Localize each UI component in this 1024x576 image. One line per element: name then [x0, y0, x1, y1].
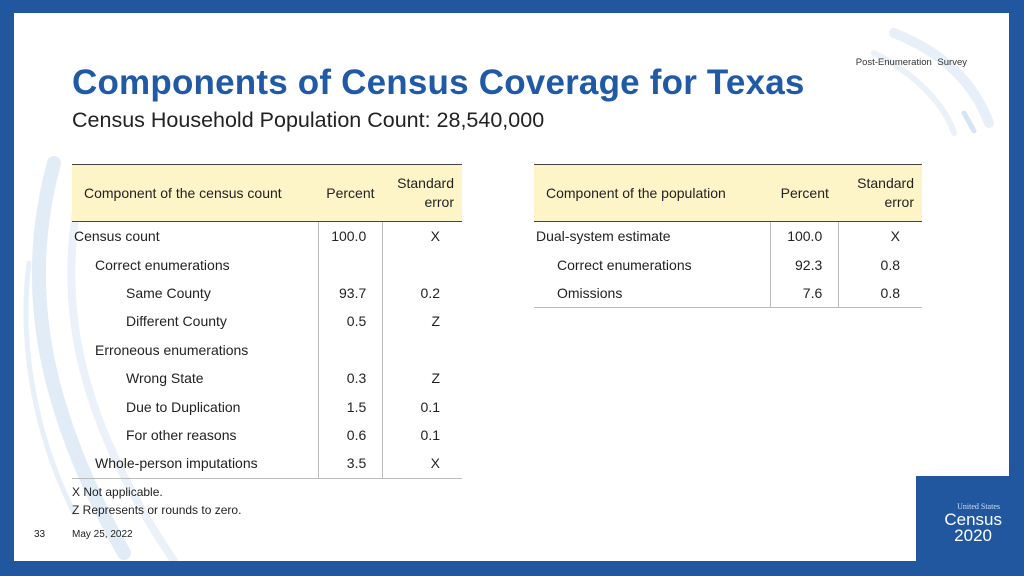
- table-row: [72, 336, 462, 364]
- page-title: Components of Census Coverage for Texas: [72, 63, 805, 102]
- table-header-row: [534, 165, 922, 222]
- table-row: [72, 307, 462, 335]
- col-header-percent: Percent: [771, 165, 839, 222]
- row-standard-error: 0.8: [880, 256, 900, 273]
- table-row: [72, 421, 462, 449]
- census-2020-logo: [916, 476, 1009, 561]
- logo-united-states: United States: [957, 502, 1000, 511]
- col-header-standard: Standard: [857, 175, 914, 191]
- row-percent: 0.5: [318, 307, 383, 335]
- row-percent: 0.3: [318, 364, 383, 392]
- row-percent: 93.7: [318, 279, 383, 307]
- row-label: Whole-person imputations: [72, 449, 318, 478]
- row-standard-error: 0.1: [420, 426, 440, 443]
- census-count-table: [72, 164, 462, 479]
- table-row: [72, 250, 462, 278]
- row-label: Due to Duplication: [126, 398, 241, 415]
- row-standard-error: [383, 250, 462, 278]
- row-label: Erroneous enumerations: [95, 341, 249, 358]
- row-label: Dual-system estimate: [536, 228, 671, 245]
- population-table: [534, 164, 922, 308]
- row-standard-error: X: [430, 228, 440, 245]
- col-header-percent: Percent: [318, 165, 383, 222]
- row-label: Correct enumerations: [95, 256, 230, 273]
- row-percent: 7.6: [771, 279, 839, 308]
- slide: [14, 13, 1009, 561]
- row-standard-error: X: [890, 228, 900, 245]
- footnote-x: X Not applicable.: [72, 485, 163, 499]
- slide-date: May 25, 2022: [72, 529, 133, 540]
- row-label: Different County: [126, 313, 227, 330]
- row-standard-error: 0.2: [420, 284, 440, 301]
- row-label: For other reasons: [126, 426, 237, 443]
- row-percent: [318, 250, 383, 278]
- col-header-standard-error: [383, 165, 462, 222]
- footnote-z: Z Represents or rounds to zero.: [72, 503, 242, 517]
- row-standard-error: [383, 336, 462, 364]
- table-row: [72, 364, 462, 392]
- col-header-standard: Standard: [397, 175, 454, 191]
- row-percent: 3.5: [318, 449, 383, 478]
- col-header-component: Component of the population: [534, 165, 771, 222]
- table-row: [72, 279, 462, 307]
- page-subtitle: Census Household Population Count: 28,540,000: [72, 108, 545, 132]
- logo-census: Census: [944, 510, 1002, 529]
- row-standard-error: 0.8: [839, 279, 922, 308]
- page-number: 33: [34, 529, 46, 540]
- row-label: Wrong State: [126, 370, 204, 387]
- col-header-error: error: [884, 194, 914, 210]
- table-row: [534, 279, 922, 308]
- footnotes: [72, 483, 241, 519]
- table-row: [72, 449, 462, 478]
- row-percent: 92.3: [771, 250, 839, 278]
- row-label: Census count: [74, 228, 160, 245]
- table-row: [534, 250, 922, 278]
- row-label: Correct enumerations: [557, 256, 692, 273]
- col-header-standard-error: [839, 165, 922, 222]
- row-standard-error: X: [383, 449, 462, 478]
- row-percent: 1.5: [318, 392, 383, 420]
- table-row: [534, 222, 922, 251]
- row-percent: 100.0: [318, 222, 383, 251]
- col-header-error: error: [424, 194, 454, 210]
- row-percent: 100.0: [771, 222, 839, 251]
- row-percent: 0.6: [318, 421, 383, 449]
- table-header-row: [72, 165, 462, 222]
- table-row: [72, 392, 462, 420]
- row-label: Omissions: [534, 279, 771, 308]
- logo-year: 2020: [954, 526, 992, 545]
- row-standard-error: 0.1: [420, 398, 440, 415]
- col-header-component: Component of the census count: [72, 165, 318, 222]
- row-standard-error: Z: [431, 313, 440, 330]
- section-tag: Post-Enumeration Survey: [855, 57, 967, 68]
- row-label: Same County: [126, 284, 211, 301]
- row-standard-error: Z: [431, 370, 440, 387]
- row-percent: [318, 336, 383, 364]
- table-row: [72, 222, 462, 251]
